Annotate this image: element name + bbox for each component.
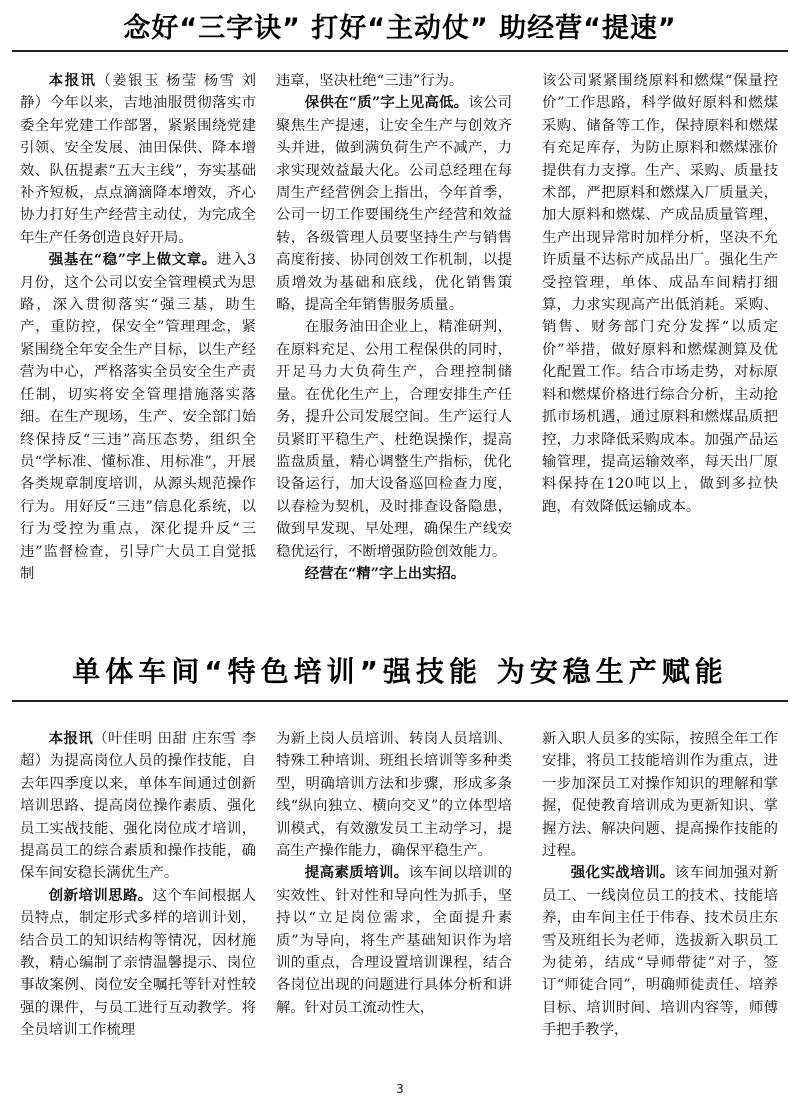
paragraph-text: 该公司紧紧围绕原料和燃煤“保量控价”工作思路，科学做好原料和燃煤采购、储备等工作，保持原料和燃煤有充足库存，为防止原料和燃煤涨价提供有力支撑。生产、采购、质量技术部，严把原料和燃煤入厂质量关，加大原料和燃煤、产成品质量管理，生产出现异常时加样分析，坚决不允许质量不达标产成品出厂。强化生产受控管理，单体、成品车间精打细算，力求实现高产出低消耗。采购、销售、财务部门充分发挥“以质定价”举措，做好原料和燃煤测算及优化配置工作。结合市场走势，对标原料和燃煤价格进行综合分析，主动抢抓市场机遇，通过原料和燃煤品质把控，力求降低采购成本。加强产品运输管理，提高运输效率，每天出厂原料保持在120吨以上，做到多拉快跑，有效降低运输成本。: [542, 73, 778, 515]
article1-paragraph: [20, 70, 256, 249]
article2-column-2: [276, 728, 512, 1068]
article2-paragraph: [542, 728, 778, 862]
paragraph-text: 该车间以培训的实效性、针对性和导向性为抓手，坚持以“立足岗位需求，全面提升素质”为导向，将生产基础知识作为培训的重点，合理设置培训课程，结合各岗位出现的问题进行具体分析和讲解。针对员工流动性大，: [276, 865, 512, 1016]
article2-paragraph: [276, 728, 512, 862]
article1-paragraph: [276, 70, 512, 92]
dateline-label: 本报讯: [48, 72, 97, 89]
headline-divider-1: [12, 50, 788, 52]
paragraph-text: 这个车间根据人员特点，制定形式多样的培训计划，结合员工的知识结构等情况，因材施教，精心编制了亲情温馨提示、岗位事故案例、岗位安全嘱托等针对性较强的课件，与员工进行互动教学。将全员培训工作梳理: [20, 887, 256, 1039]
dateline-label: 本报讯: [48, 730, 94, 747]
article2-paragraph: [20, 885, 256, 1042]
paragraph-text: 在服务油田企业上，精准研判，在原料充足、公用工程保供的同时，开足马力大负荷生产，合理控制储量。在优化生产上，合理安排生产任务，提升公司发展空间。生产运行人员紧盯平稳生产、杜绝误操作，提高监盘质量，精心调整生产指标，优化设备运行，加大设备巡回检查力度，以春检为契机，及时排查设备隐患，做到早发现、早处理，确保生产线安稳优运行，不断增强防险创效能力。: [276, 319, 512, 560]
article1-headline: 念好“三字诀” 打好“主动仗” 助经营“提速”: [123, 13, 677, 44]
paragraph-text: 新入职人员多的实际，按照全年工作安排，将员工技能培训作为重点，进一步加深员工对操作知识的理解和掌握，促使教育培训成为更新知识、掌握方法、解决问题、提高操作技能的过程。: [542, 731, 778, 860]
paragraph-text: （叶佳明 田甜 庄东雪 李超）为提高岗位人员的操作技能，自去年四季度以来，单体车间通过创新培训思路、提高岗位操作素质、强化员工实战技能、强化岗位成才培训，提高员工的综合素质和操作技能，确保车间安稳长满优生产。: [20, 731, 256, 882]
page-number: 3: [396, 1082, 404, 1096]
section-subheading: 经营在“精”字上出实招。: [304, 564, 466, 582]
paragraph-text: 进入3月份，这个公司以安全管理模式为思路，深入贯彻落实“强三基，助生产，重防控，保安全”管理理念，紧紧围绕全年安全生产目标，以生产经营为中心，严格落实全员安全生产责任制，切实将安全管理措施落实落细。在生产现场，生产、安全部门始终保持反“三违”高压态势，组织全员“学标准、懂标准、用标准”，开展各类规章制度培训，从源头规范操作行为。用好反“三违”信息化系统，以行为受控为重点，深化提升反“三违”监督检查，引导广大员工自觉抵制: [20, 252, 256, 582]
paragraph-text: 为新上岗人员培训、转岗人员培训、特殊工种培训、班组长培训等多种类型，明确培训方法和步骤，形成多条线“纵向独立、横向交叉”的立体型培训模式，有效激发员工主动学习，提高生产操作能力，确保平稳生产。: [276, 731, 512, 860]
article1-paragraph: [276, 563, 512, 585]
headline-divider-2: [12, 700, 788, 702]
paragraph-text: 该公司聚焦生产提速，让安全生产与创效齐头并进，做到满负荷生产不减产，力求实现效益最大化。公司总经理在每周生产经营例会上指出，今年首季，公司一切工作要围绕生产经营和效益转，各级管理人员要坚持生产与销售高度衔接、协同创效工作机制，以提质增效为基础和底线，优化销售策略，提高全年销售服务质量。: [276, 95, 512, 314]
article1-column-2: [276, 70, 512, 640]
paragraph-text: 该车间加强对新员工、一线岗位员工的技术、技能培养，由车间主任于伟春、技术员庄东雪及班组长为老师，选拔新入职员工为徒弟，结成“导师带徒”对子，签订“师徒合同”，明确师徒责任、培养目标、培训时间、培训内容等，师傅手把手教学，: [542, 865, 778, 1039]
paragraph-text: （姜银玉 杨莹 杨雪 刘静）今年以来，吉地油服贯彻落实市委全年党建工作部署，紧紧围绕党建引领、安全发展、油田保供、降本增效、队伍提素“五大主线”，夯实基础补齐短板，点点滴滴降本增效，齐心协力打好生产经营主动仗，为完成全年生产任务创造良好开局。: [20, 73, 256, 246]
article2-column-1: [20, 728, 256, 1068]
section-subheading: 保供在“质”字上见高低。: [304, 94, 469, 112]
article2-paragraph: [20, 728, 256, 885]
article2-column-3: [542, 728, 778, 1068]
section-subheading: 创新培训思路。: [48, 886, 153, 904]
article2-paragraph: [542, 862, 778, 1041]
article1-column-3: [542, 70, 778, 640]
section-subheading: 提高素质培训。: [304, 864, 409, 882]
article1-paragraph: [276, 92, 512, 316]
section-subheading: 强化实战培训。: [570, 864, 675, 882]
article2-paragraph: [276, 862, 512, 1019]
article1-paragraph: [542, 70, 778, 518]
paragraph-text: 违章，坚决杜绝“三违”行为。: [276, 73, 464, 89]
article1-paragraph: [20, 249, 256, 585]
article1-paragraph: [276, 316, 512, 562]
section-subheading: 强基在“稳”字上做文章。: [48, 251, 217, 269]
article1-column-1: [20, 70, 256, 640]
article2-headline: 单体车间“特色培训”强技能 为安稳生产赋能: [72, 655, 728, 688]
